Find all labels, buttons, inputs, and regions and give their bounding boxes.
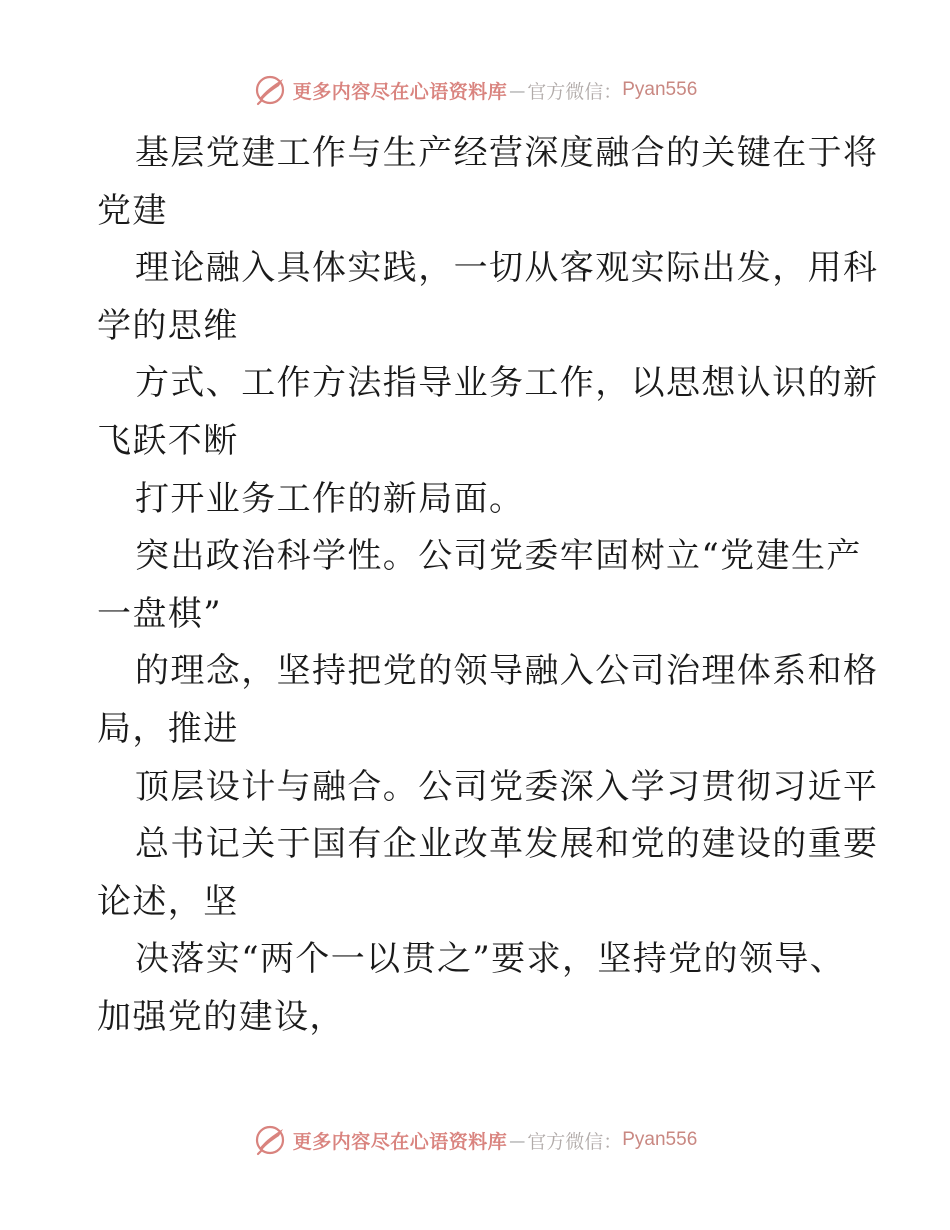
watermark-official-label: 官方微信： <box>527 80 623 103</box>
text-line: 方式、工作方法指导业务工作，以思想认识的新 <box>135 363 879 404</box>
text-line: 党建 <box>97 190 168 231</box>
watermark-text: 更多内容尽在心语资料库 <box>292 1130 508 1153</box>
watermark-separator: — <box>509 1130 526 1150</box>
text-line: 总书记关于国有企业改革发展和党的建设的重要 <box>135 824 879 865</box>
text-line: 局，推进 <box>97 708 239 749</box>
text-line: 学的思维 <box>97 305 239 346</box>
text-line: 打开业务工作的新局面。 <box>135 478 525 519</box>
header-watermark <box>0 70 950 110</box>
pen-logo-icon <box>253 1123 287 1157</box>
text-line: 突出政治科学性。公司党委牢固树立“党建生产 <box>135 536 862 577</box>
pen-logo-icon <box>253 73 287 107</box>
text-line: 加强党的建设， <box>97 996 345 1037</box>
text-line: 的理念，坚持把党的领导融入公司治理体系和格 <box>135 651 879 692</box>
text-line: 基层党建工作与生产经营深度融合的关键在于将 <box>135 133 879 173</box>
watermark-official-label: 官方微信： <box>527 1130 623 1153</box>
footer-watermark <box>0 1120 950 1160</box>
text-line: 顶层设计与融合。公司党委深入学习贯彻习近平 <box>135 766 879 807</box>
watermark-wechat-id: Pyan556 <box>622 79 698 100</box>
text-line: 理论融入具体实践，一切从客观实际出发，用科 <box>135 248 879 289</box>
text-line: 决落实“两个一以贯之”要求，坚持党的领导、 <box>135 939 846 980</box>
text-line: 一盘棋” <box>97 593 222 634</box>
watermark-wechat-id: Pyan556 <box>622 1129 698 1150</box>
watermark-text: 更多内容尽在心语资料库 <box>292 80 508 103</box>
text-line: 飞跃不断 <box>97 420 239 461</box>
text-line: 论述，坚 <box>97 881 239 922</box>
watermark-separator: — <box>509 80 526 100</box>
document-body <box>97 125 879 1047</box>
